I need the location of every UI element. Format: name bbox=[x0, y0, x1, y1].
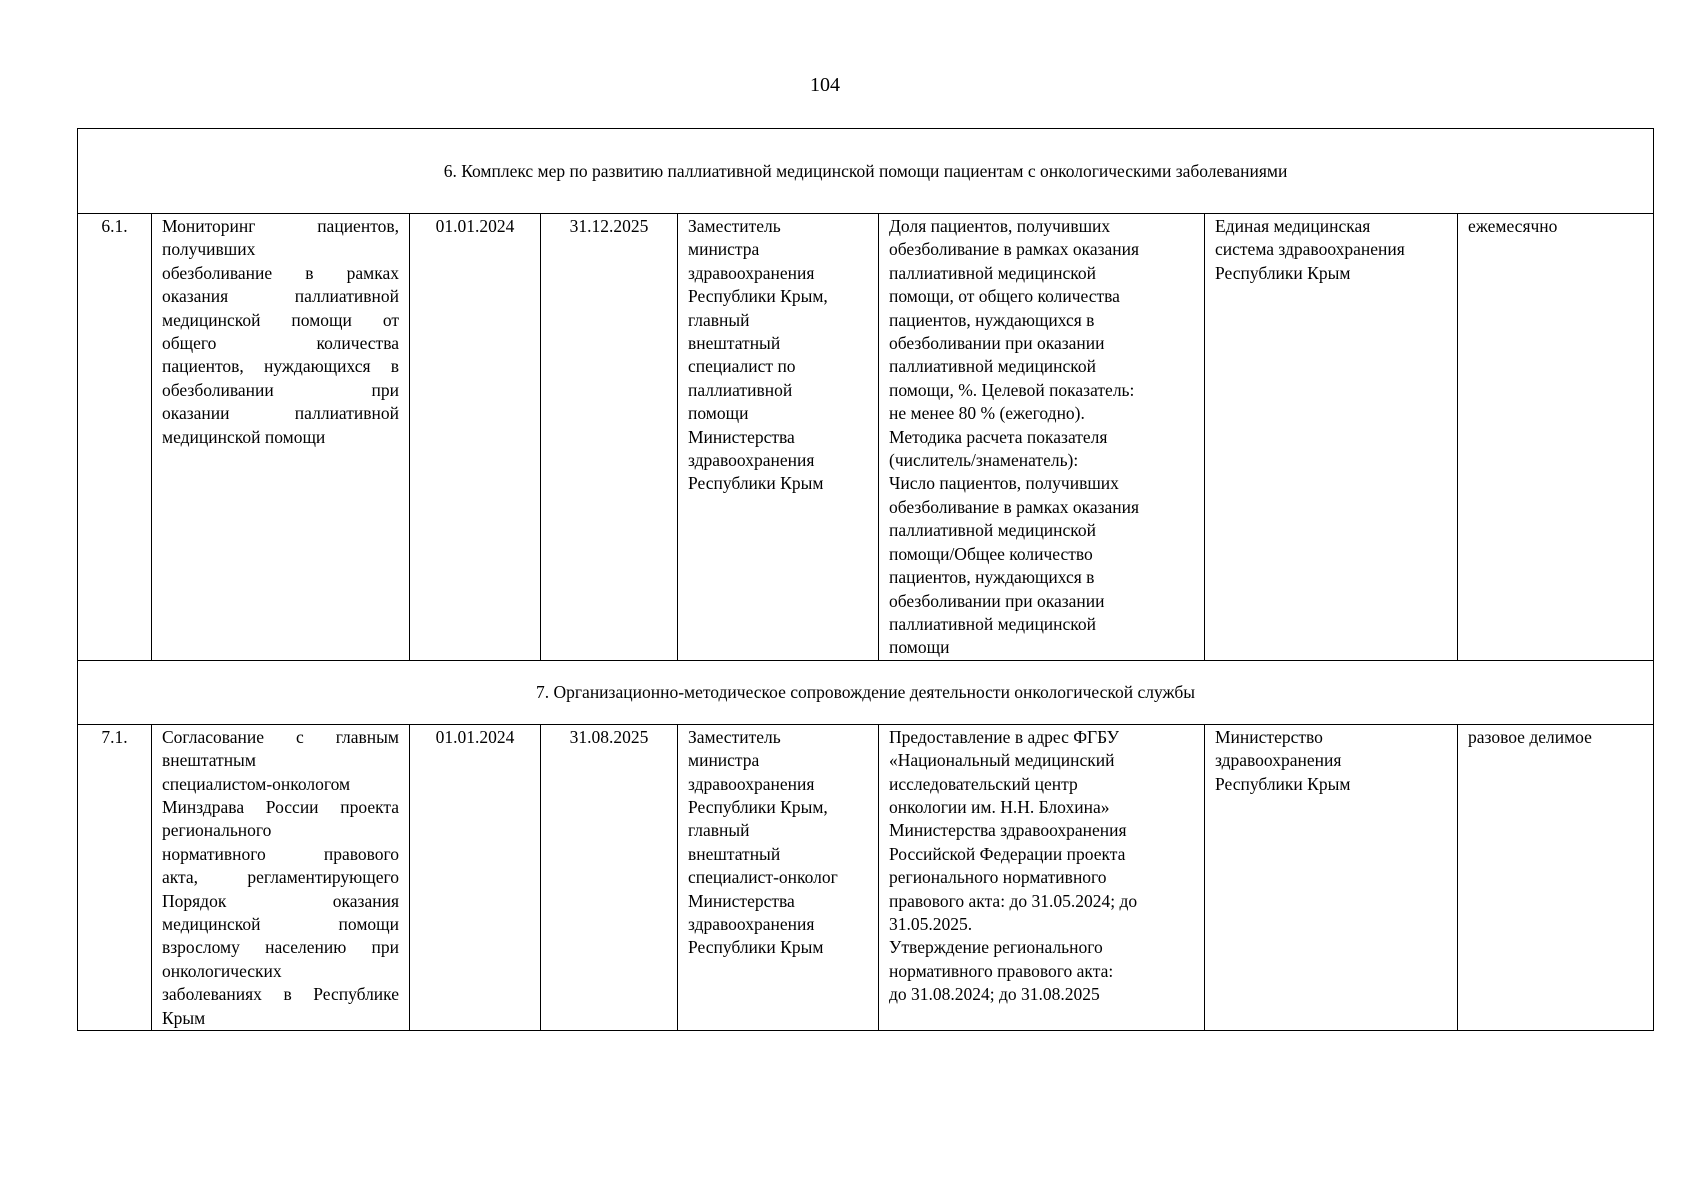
section-title: 7. Организационно-методическое сопровождение деятельности онкологической службы bbox=[78, 660, 1654, 724]
responsible-person bbox=[678, 724, 879, 1030]
cell-line: онкологии им. Н.Н. Блохина» bbox=[889, 796, 1110, 817]
cell-line: пациентов, нуждающихся в bbox=[889, 567, 1095, 588]
cell-line: Министерства bbox=[688, 426, 795, 447]
cell-line: Республики Крым bbox=[1215, 262, 1351, 283]
cell-line: Заместитель bbox=[688, 216, 781, 236]
cell-line: Республики Крым bbox=[688, 473, 824, 494]
cell-line: акта, регламентирующего bbox=[162, 867, 399, 888]
cell-line: Утверждение регионального bbox=[889, 937, 1103, 958]
cell-line: нормативного правового акта: bbox=[889, 960, 1114, 981]
cell-line: паллиативной медицинской bbox=[889, 262, 1097, 283]
cell-line: 31.05.2025. bbox=[889, 913, 973, 934]
cell-line: пациентов, нуждающихся в bbox=[162, 356, 399, 377]
cell-line: паллиативной медицинской bbox=[889, 356, 1097, 377]
frequency: ежемесячно bbox=[1458, 214, 1654, 661]
section-title: 6. Комплекс мер по развитию паллиативной медицинской помощи пациентам с онкологическими заболеваниями bbox=[78, 129, 1654, 214]
cell-line: медицинской помощи от bbox=[162, 309, 399, 330]
section-header-row bbox=[78, 129, 1654, 214]
cell-line: Министерства bbox=[688, 890, 795, 911]
information-system bbox=[1205, 214, 1458, 661]
cell-line: Министерства здравоохранения bbox=[889, 820, 1127, 841]
cell-line: обезболивание в рамках оказания bbox=[889, 239, 1140, 260]
cell-line: исследовательский центр bbox=[889, 773, 1078, 794]
cell-line: здравоохранения bbox=[688, 913, 815, 934]
cell-line: Республики Крым, bbox=[688, 286, 828, 307]
cell-line: онкологических bbox=[162, 960, 282, 981]
cell-line: (числитель/знаменатель): bbox=[889, 450, 1079, 471]
cell-line: получивших bbox=[162, 239, 256, 260]
cell-line: министра bbox=[688, 750, 760, 771]
cell-line: помощи, %. Целевой показатель: bbox=[889, 379, 1135, 400]
cell-line: оказании паллиативной bbox=[162, 403, 399, 424]
event-description bbox=[152, 214, 410, 661]
cell-line: внештатный bbox=[688, 843, 781, 864]
cell-line: Минздрава России проекта bbox=[162, 796, 399, 817]
section-header-row bbox=[78, 660, 1654, 724]
cell-line: правового акта: до 31.05.2024; до bbox=[889, 890, 1138, 911]
cell-line: медицинской помощи bbox=[162, 426, 326, 447]
cell-line: обезболивании при оказании bbox=[889, 590, 1105, 611]
cell-line: заболеваниях в Республике bbox=[162, 984, 399, 1005]
cell-line: обезболивании при оказании bbox=[889, 333, 1105, 354]
cell-line: внештатный bbox=[688, 333, 781, 354]
frequency: разовое делимое bbox=[1458, 724, 1654, 1030]
cell-line: Российской Федерации проекта bbox=[889, 843, 1126, 864]
page-number: 104 bbox=[810, 74, 840, 96]
cell-line: регионального нормативного bbox=[889, 867, 1107, 888]
cell-line: «Национальный медицинский bbox=[889, 750, 1115, 771]
cell-line: регионального bbox=[162, 820, 272, 841]
plan-table bbox=[77, 128, 1654, 1031]
row-number: 7.1. bbox=[78, 724, 152, 1030]
cell-line: здравоохранения bbox=[688, 450, 815, 471]
cell-line: специалист по bbox=[688, 356, 796, 377]
cell-line: обезболивание в рамках оказания bbox=[889, 496, 1140, 517]
cell-line: помощи/Общее количество bbox=[889, 543, 1093, 564]
cell-line: оказания паллиативной bbox=[162, 286, 399, 307]
cell-line: нормативного правового bbox=[162, 843, 399, 864]
event-description bbox=[152, 724, 410, 1030]
cell-line: внештатным bbox=[162, 750, 256, 771]
cell-line: здравоохранения bbox=[1215, 750, 1342, 771]
cell-line: Крым bbox=[162, 1007, 206, 1028]
responsible-person bbox=[678, 214, 879, 661]
cell-line: главный bbox=[688, 309, 750, 330]
cell-line: Республики Крым bbox=[688, 937, 824, 958]
cell-line: обезболивание в рамках bbox=[162, 262, 399, 283]
cell-line: Мониторинг пациентов, bbox=[162, 216, 399, 236]
cell-line: паллиативной медицинской bbox=[889, 613, 1097, 634]
cell-line: до 31.08.2024; до 31.08.2025 bbox=[889, 984, 1100, 1005]
cell-line: Число пациентов, получивших bbox=[889, 473, 1119, 494]
end-date: 31.08.2025 bbox=[541, 724, 678, 1030]
table-row bbox=[78, 724, 1654, 1030]
cell-line: система здравоохранения bbox=[1215, 239, 1405, 260]
cell-line: Министерство bbox=[1215, 726, 1323, 747]
cell-line: помощи bbox=[889, 637, 950, 658]
cell-line: Предоставление в адрес ФГБУ bbox=[889, 726, 1119, 747]
cell-line: специалист-онколог bbox=[688, 867, 838, 888]
cell-line: Заместитель bbox=[688, 726, 781, 747]
cell-line: главный bbox=[688, 820, 750, 841]
information-system bbox=[1205, 724, 1458, 1030]
cell-line: помощи, от общего количества bbox=[889, 286, 1120, 307]
cell-line: министра bbox=[688, 239, 760, 260]
cell-line: Согласование с главным bbox=[162, 726, 399, 747]
cell-line: общего количества bbox=[162, 333, 399, 354]
cell-line: помощи bbox=[688, 403, 749, 424]
cell-line: Единая медицинская bbox=[1215, 216, 1371, 236]
result-indicator bbox=[879, 724, 1205, 1030]
cell-line: Республики Крым bbox=[1215, 773, 1351, 794]
cell-line: Порядок оказания bbox=[162, 890, 399, 911]
cell-line: медицинской помощи bbox=[162, 913, 399, 934]
cell-line: взрослому населению при bbox=[162, 937, 399, 958]
start-date: 01.01.2024 bbox=[410, 214, 541, 661]
cell-line: паллиативной медицинской bbox=[889, 520, 1097, 541]
start-date: 01.01.2024 bbox=[410, 724, 541, 1030]
row-number: 6.1. bbox=[78, 214, 152, 661]
table-row bbox=[78, 214, 1654, 661]
end-date: 31.12.2025 bbox=[541, 214, 678, 661]
result-indicator bbox=[879, 214, 1205, 661]
cell-line: специалистом-онкологом bbox=[162, 773, 351, 794]
cell-line: здравоохранения bbox=[688, 262, 815, 283]
cell-line: пациентов, нуждающихся в bbox=[889, 309, 1095, 330]
cell-line: Республики Крым, bbox=[688, 796, 828, 817]
cell-line: обезболивании при bbox=[162, 379, 399, 400]
cell-line: Доля пациентов, получивших bbox=[889, 216, 1111, 236]
cell-line: не менее 80 % (ежегодно). bbox=[889, 403, 1085, 424]
cell-line: здравоохранения bbox=[688, 773, 815, 794]
cell-line: паллиативной bbox=[688, 379, 793, 400]
cell-line: Методика расчета показателя bbox=[889, 426, 1108, 447]
